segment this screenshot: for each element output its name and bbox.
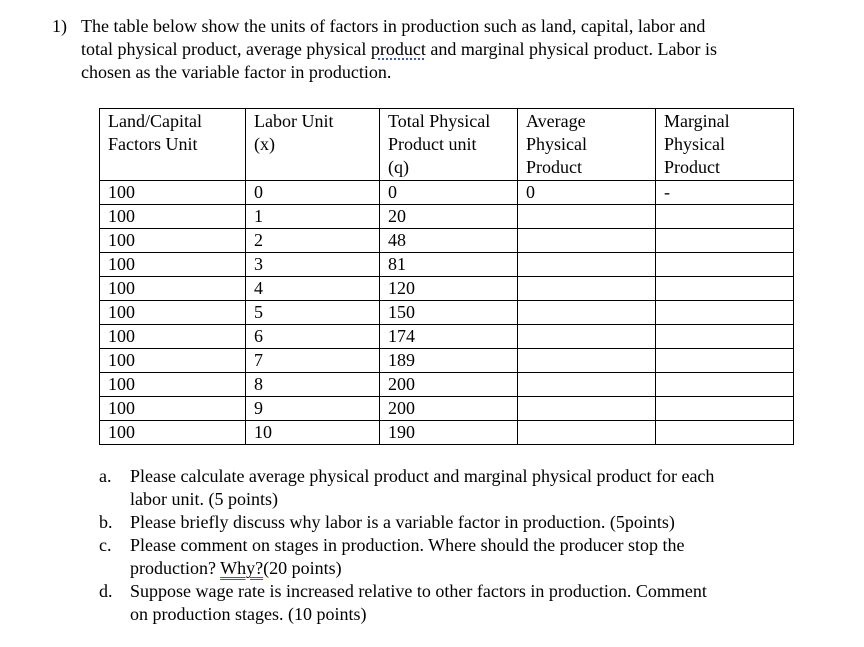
labor-unit-cell: 7 — [246, 349, 380, 373]
land-capital-cell: 100 — [100, 397, 246, 421]
subquestion-letter: a. — [99, 466, 112, 486]
header-land-capital: Land/Capital Factors Unit — [100, 109, 246, 181]
labor-unit-cell: 10 — [246, 421, 380, 445]
total-product-cell: 81 — [380, 253, 518, 277]
marginal-product-cell: - — [656, 181, 794, 205]
labor-unit-cell: 4 — [246, 277, 380, 301]
subquestion-letter: d. — [99, 581, 113, 601]
average-product-cell — [518, 397, 656, 421]
total-product-cell: 200 — [380, 373, 518, 397]
total-product-cell: 190 — [380, 421, 518, 445]
average-product-cell: 0 — [518, 181, 656, 205]
subquestion-c — [99, 534, 839, 580]
labor-unit-cell: 9 — [246, 397, 380, 421]
table-row — [100, 205, 794, 229]
subquestion-line: labor unit. (5 points) — [130, 489, 278, 509]
average-product-cell — [518, 229, 656, 253]
land-capital-cell: 100 — [100, 205, 246, 229]
marginal-product-cell — [656, 325, 794, 349]
marginal-product-cell — [656, 397, 794, 421]
marginal-product-cell — [656, 253, 794, 277]
production-table — [99, 108, 794, 445]
land-capital-cell: 100 — [100, 421, 246, 445]
land-capital-cell: 100 — [100, 373, 246, 397]
table-row — [100, 301, 794, 325]
total-product-cell: 174 — [380, 325, 518, 349]
table-row — [100, 277, 794, 301]
table-body — [100, 181, 794, 445]
subquestion-line: production? Why?(20 points) — [130, 558, 342, 578]
question-line-1: The table below show the units of factors in production such as land, capital, labor and — [81, 16, 706, 36]
land-capital-cell: 100 — [100, 253, 246, 277]
table-row — [100, 181, 794, 205]
average-product-cell — [518, 301, 656, 325]
subquestion-d — [99, 580, 839, 626]
average-product-cell — [518, 205, 656, 229]
land-capital-cell: 100 — [100, 229, 246, 253]
labor-unit-cell: 2 — [246, 229, 380, 253]
average-product-cell — [518, 253, 656, 277]
land-capital-cell: 100 — [100, 181, 246, 205]
labor-unit-cell: 3 — [246, 253, 380, 277]
header-marginal-physical-product: Marginal Physical Product — [656, 109, 794, 181]
marginal-product-cell — [656, 421, 794, 445]
total-product-cell: 189 — [380, 349, 518, 373]
land-capital-cell: 100 — [100, 349, 246, 373]
land-capital-cell: 100 — [100, 277, 246, 301]
subquestion-b — [99, 511, 839, 534]
table-row — [100, 325, 794, 349]
labor-unit-cell: 6 — [246, 325, 380, 349]
subquestion-line: Please briefly discuss why labor is a variable factor in production. (5points) — [130, 512, 675, 532]
question-text — [81, 15, 821, 84]
labor-unit-cell: 5 — [246, 301, 380, 325]
table-row — [100, 349, 794, 373]
question-number: 1) — [52, 16, 67, 36]
average-product-cell — [518, 421, 656, 445]
marginal-product-cell — [656, 277, 794, 301]
land-capital-cell: 100 — [100, 301, 246, 325]
marginal-product-cell — [656, 301, 794, 325]
total-product-cell: 200 — [380, 397, 518, 421]
table-row — [100, 397, 794, 421]
total-product-cell: 20 — [380, 205, 518, 229]
total-product-cell: 48 — [380, 229, 518, 253]
subquestion-line: on production stages. (10 points) — [130, 604, 367, 624]
question-line-2-end: and marginal physical product. Labor is — [425, 39, 717, 59]
total-product-cell: 0 — [380, 181, 518, 205]
marginal-product-cell — [656, 373, 794, 397]
table-header-row — [100, 109, 794, 181]
table-row — [100, 373, 794, 397]
table-row — [100, 253, 794, 277]
header-total-physical-product: Total Physical Product unit (q) — [380, 109, 518, 181]
marginal-product-cell — [656, 349, 794, 373]
land-capital-cell: 100 — [100, 325, 246, 349]
question-line-2-start: total physical product, average physical — [81, 39, 371, 59]
subquestion-line: Please calculate average physical product and marginal physical product for each — [130, 466, 715, 486]
average-product-cell — [518, 373, 656, 397]
total-product-cell: 150 — [380, 301, 518, 325]
labor-unit-cell: 1 — [246, 205, 380, 229]
question-line-3: chosen as the variable factor in production. — [81, 62, 392, 82]
subquestion-line: Please comment on stages in production. Where should the producer stop the — [130, 535, 685, 555]
question-line-2 — [81, 38, 821, 61]
spellcheck-marked-word: product — [370, 39, 426, 59]
subquestion-letter: c. — [99, 535, 112, 555]
total-product-cell: 120 — [380, 277, 518, 301]
table-row — [100, 229, 794, 253]
subquestion-list — [99, 465, 839, 626]
header-labor-unit: Labor Unit (x) — [246, 109, 380, 181]
grammar-marked-word: Why? — [220, 558, 264, 578]
average-product-cell — [518, 325, 656, 349]
header-average-physical-product: Average Physical Product — [518, 109, 656, 181]
subquestion-letter: b. — [99, 512, 113, 532]
marginal-product-cell — [656, 205, 794, 229]
marginal-product-cell — [656, 229, 794, 253]
average-product-cell — [518, 349, 656, 373]
average-product-cell — [518, 277, 656, 301]
labor-unit-cell: 0 — [246, 181, 380, 205]
labor-unit-cell: 8 — [246, 373, 380, 397]
subquestion-line: Suppose wage rate is increased relative to other factors in production. Comment — [130, 581, 707, 601]
table-row — [100, 421, 794, 445]
subquestion-a — [99, 465, 839, 511]
